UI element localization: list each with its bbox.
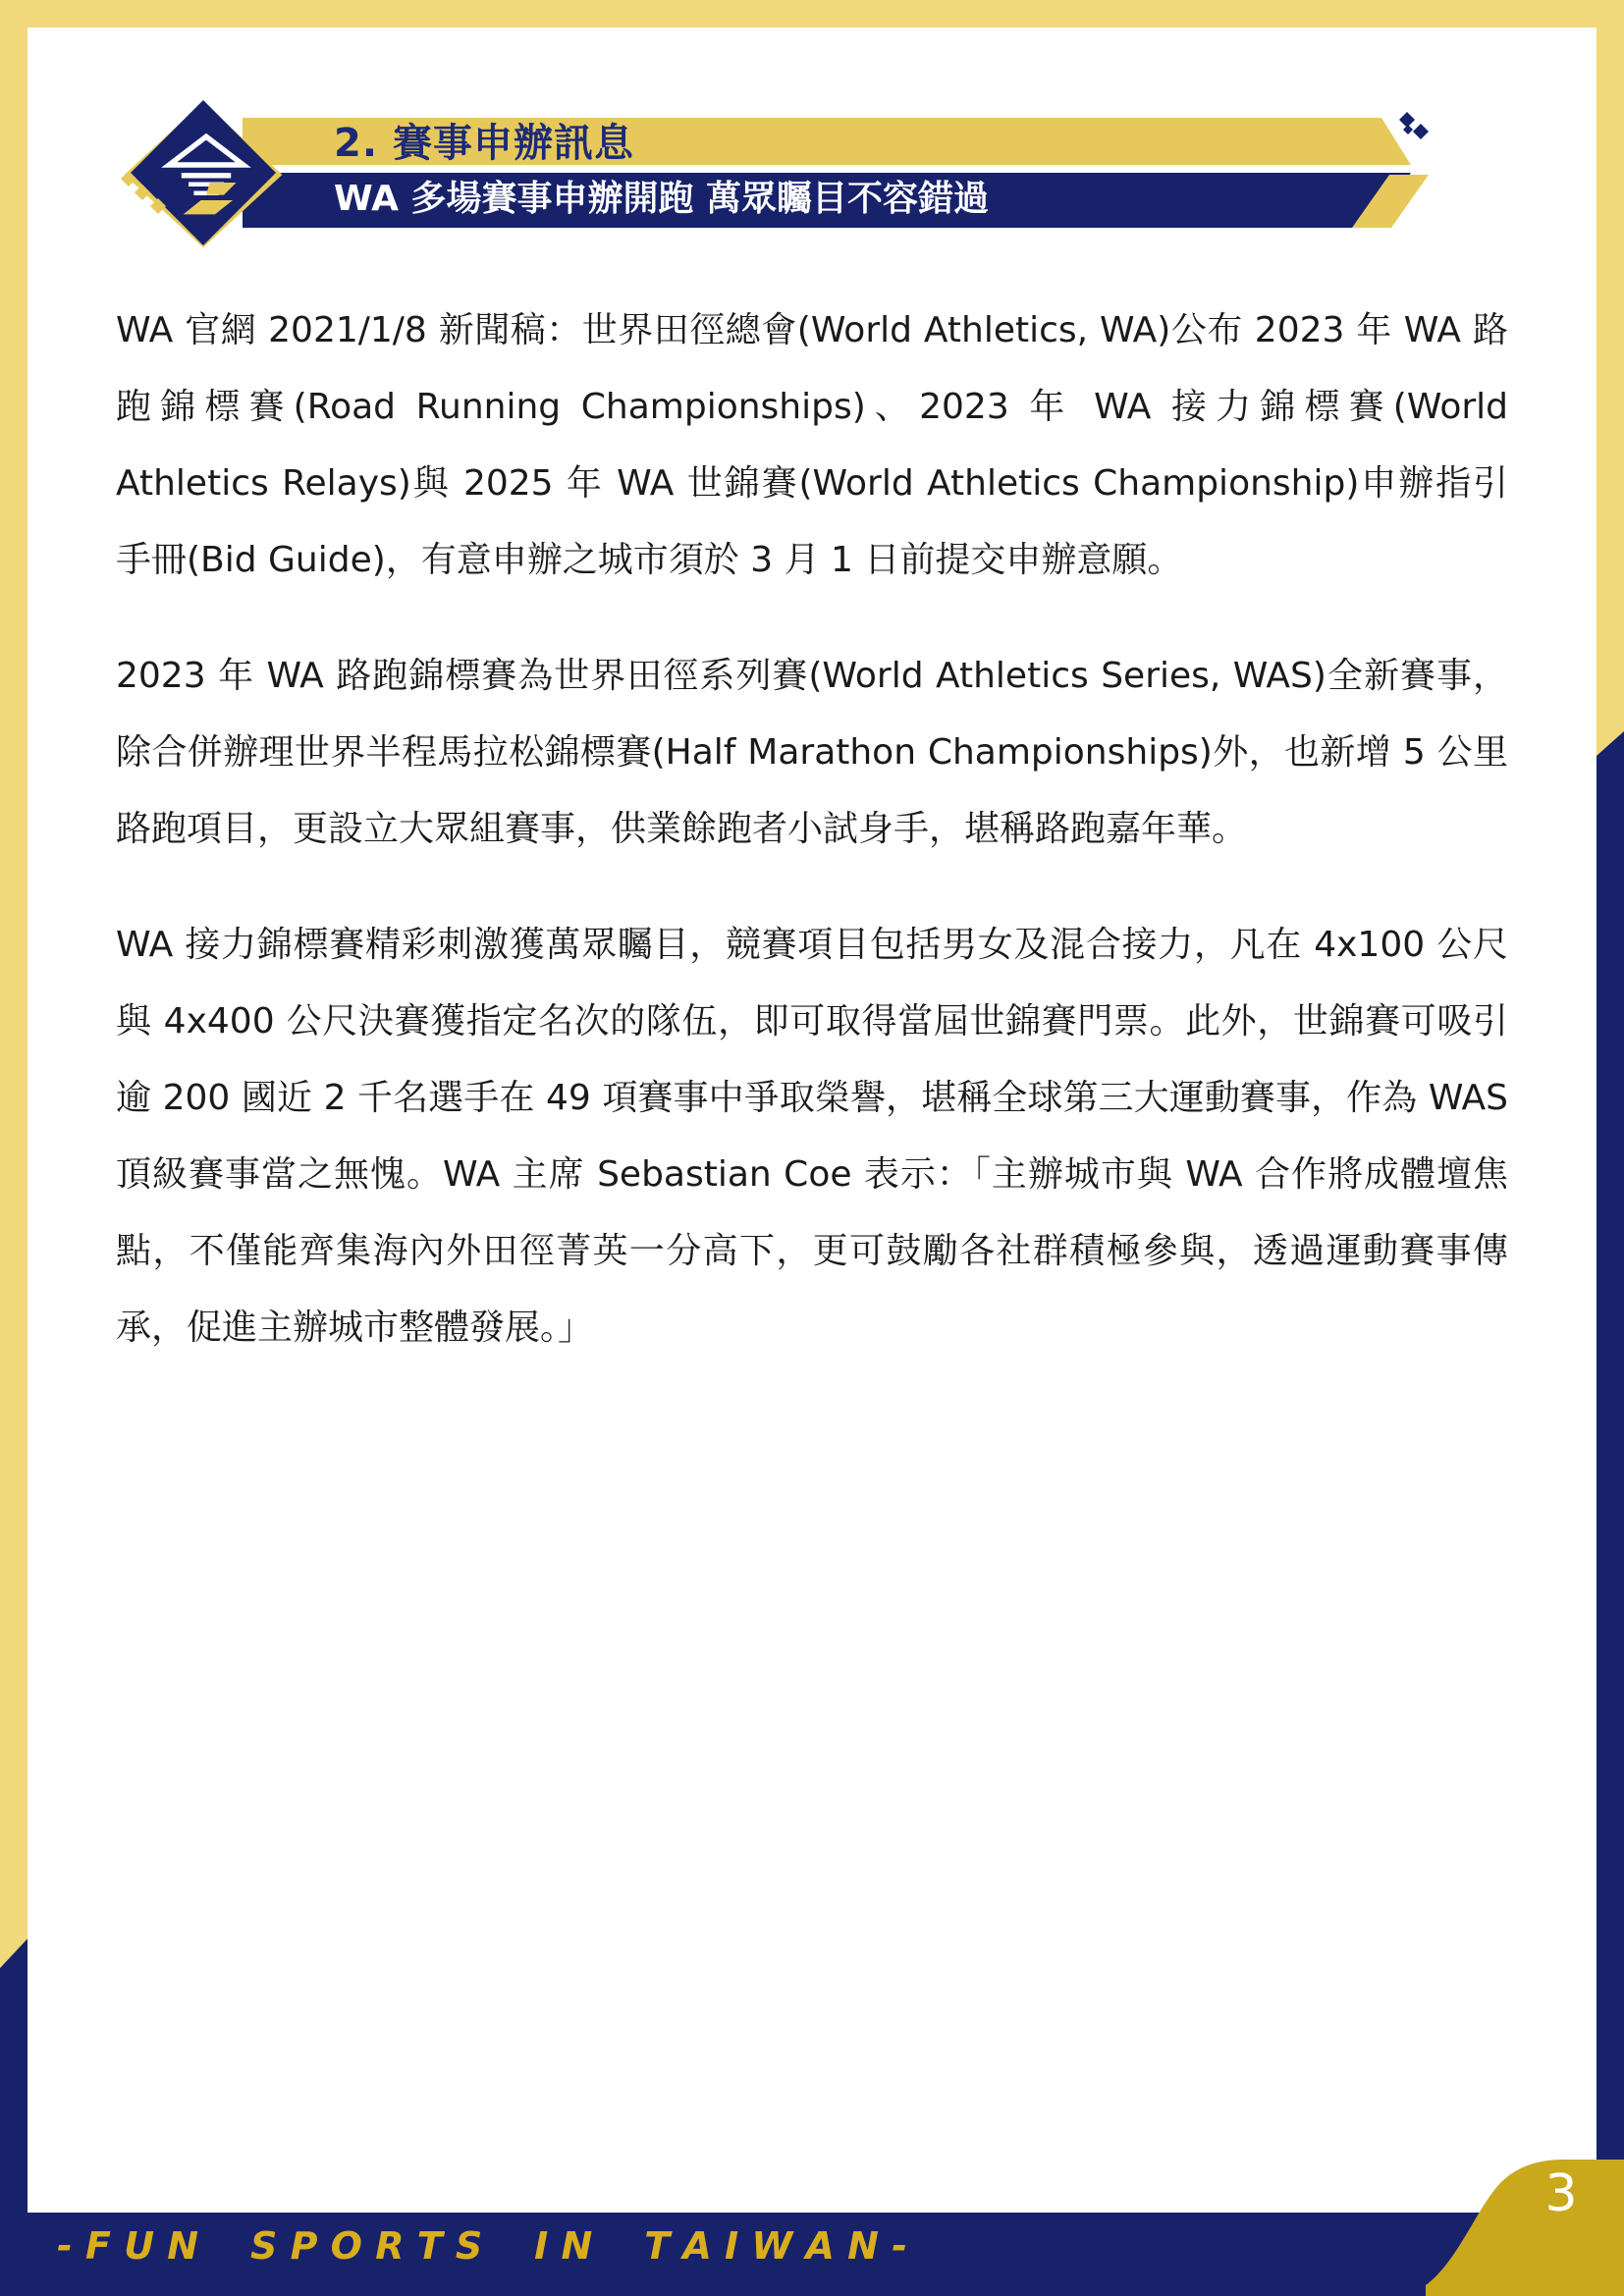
paragraph-3: WA 接力錦標賽精彩刺激獲萬眾矚目，競賽項目包括男女及混合接力，凡在 4x100 公尺與 4x400 公尺決賽獲指定名次的隊伍，即可取得當屆世錦賽門票。此外，世錦賽可吸引逾 200 國近 2 千名選手在 49 項賽事中爭取榮譽，堪稱全球第三大運動賽事，作為 WAS 頂級賽事當之無愧。WA 主席 Sebastian Coe 表示：「主辦城市與 WA 合作將成體壇焦點，不僅能齊集海內外田徑菁英一分高下，更可鼓勵各社群積極參與，透過運動賽事傳承，促進主辦城市整體發展。」 (116, 925, 1508, 1348)
paragraph-2: 2023 年 WA 路跑錦標賽為世界田徑系列賽(World Athletics Series, WAS)全新賽事，除合併辦理世界半程馬拉松錦標賽(Half Marathon Championships)外，也新增 5 公里路跑項目，更設立大眾組賽事，供業餘跑者小試身手，堪稱路跑嘉年華。 (116, 656, 1508, 849)
article-body (116, 293, 1508, 1406)
paragraph-1: WA 官網 2021/1/8 新聞稿：世界田徑總會(World Athletics, WA)公布 2023 年 WA 路跑錦標賽(Road Running Championships)、2023 年 WA 接力錦標賽(World Athletics Relays)與 2025 年 WA 世錦賽(World Athletics Championship)申辦指引手冊(Bid Guide)，有意申辦之城市須於 3 月 1 日前提交申辦意願。 (116, 310, 1508, 580)
section-title: 2. 賽事申辦訊息 (334, 121, 634, 166)
page-number: 3 (1544, 2164, 1578, 2223)
footer-slogan: - F U N S P O R T S I N T A I W A N - (57, 2224, 907, 2268)
section-subtitle: WA 多場賽事申辦開跑 萬眾矚目不容錯過 (334, 179, 990, 219)
sports-logo-icon (157, 130, 255, 218)
